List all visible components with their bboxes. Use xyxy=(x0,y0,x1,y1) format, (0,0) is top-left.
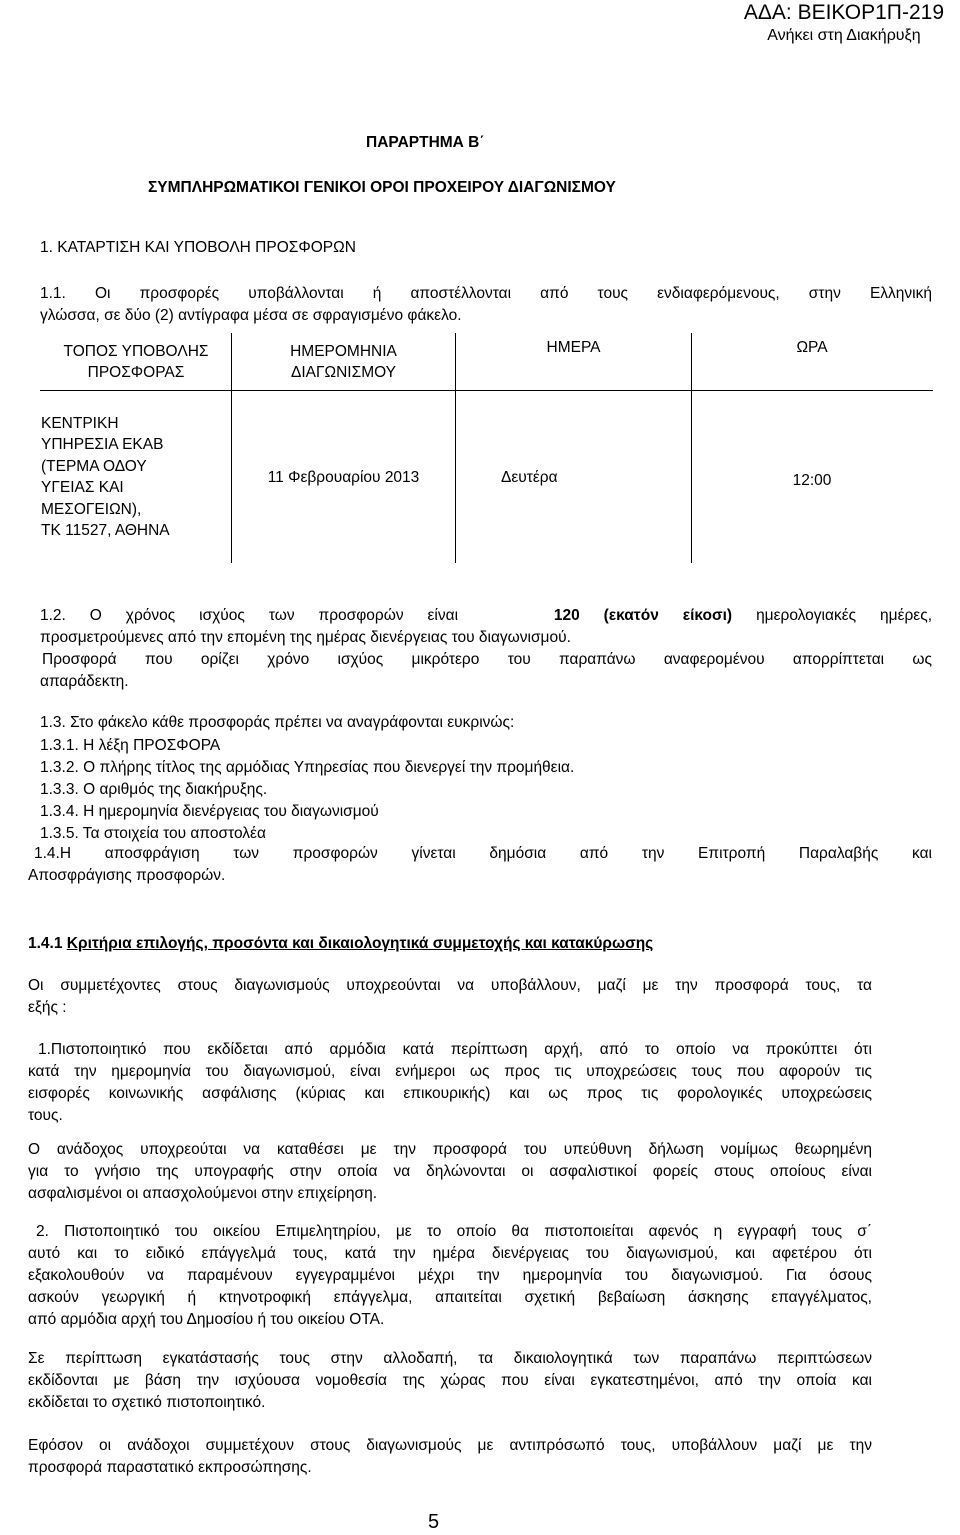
paragraph-contractor: Ο ανάδοχος υποχρεούται να καταθέσει με την προσφορά του υπεύθυνη δήλωση νομίμως θεωρημένη για το γνήσιο της υπογραφής στην οποία να δηλώνονται οι ασφαλιστικοί φορείς στους οποίους είναι ασφαλισμένοι οι απασχολούμενοι στην επιχείρηση. xyxy=(28,1141,872,1202)
list-item: 1.3.5. Τα στοιχεία του αποστολέα xyxy=(40,825,266,842)
list-item: 1.3.3. Ο αριθμός της διακήρυξης. xyxy=(40,781,268,798)
validity-period: 120 (εκατόν είκοσι) xyxy=(553,607,733,624)
section-1-title: 1. ΚΑΤΑΡΤΙΣΗ ΚΑΙ ΥΠΟΒΟΛΗ ΠΡΟΣΦΟΡΩΝ xyxy=(40,239,356,256)
paragraph-1-2: 1.2. Ο χρόνος ισχύος των προσφορών είναι 120 (εκατόν είκοσι) ημερολογιακές ημέρες, προσμετρούμενες από την επομένη της ημέρας διενέργειας του διαγωνισμού. Προσφορά που ορίζει χρόνο ισχύος μικρότερο του παραπάνω αναφερομένου απορρίπτεται ως απαράδεκτη. xyxy=(40,607,932,690)
cell-date: 11 Φεβρουαρίου 2013 xyxy=(232,391,456,564)
cell-place: ΚΕΝΤΡΙΚΗ ΥΠΗΡΕΣΙΑ ΕΚΑΒ (ΤΕΡΜΑ ΟΔΟΥ ΥΓΕΙΑΣ ΚΑΙ ΜΕΣΟΓΕΙΩΝ), ΤΚ 11527, ΑΘΗΝΑ xyxy=(41,391,232,564)
document-header xyxy=(744,0,944,46)
paragraph-1-4: 1.4.Η αποσφράγιση των προσφορών γίνεται δημόσια από την Επιτροπή Παραλαβής και Αποσφράγισης προσφορών. xyxy=(28,845,932,884)
cell-time: 12:00 xyxy=(692,391,933,564)
header-time: ΩΡΑ xyxy=(692,334,933,391)
document-title: ΣΥΜΠΛΗΡΩΜΑΤΙΚΟΙ ΓΕΝΙΚΟΙ ΟΡΟΙ ΠΡΟΧΕΙΡΟΥ ΔΙΑΓΩΝΙΣΜΟΥ xyxy=(148,179,616,196)
list-item: 1.3.2. Ο πλήρης τίτλος της αρμόδιας Υπηρεσίας που διενεργεί την προμήθεια. xyxy=(40,759,575,776)
paragraph-item-2: 2. Πιστοποιητικό του οικείου Επιμελητηρίου, με το οποίο θα πιστοποιείται αφενός η εγγραφή τους σ΄ αυτό και το ειδικό επάγγελμά τους, κατά την ημέρα διενέργειας του διαγωνισμού, και αφετέρου ότι εξακολουθούν να παραμένουν εγγεγραμμένοι μέχρι την ημερομηνία του διαγωνισμού. Για όσους ασκούν γεωργική ή κτηνοτροφική επάγγελμα, απαιτείται σχετική βεβαίωση άσκησης επαγγέλματος, από αρμόδια αρχή του Δημοσίου ή του οικείου ΟΤΑ. xyxy=(28,1223,872,1328)
header-subtitle: Ανήκει στη Διακήρυξη xyxy=(767,27,921,44)
list-item: 1.3.4. Η ημερομηνία διενέργειας του διαγωνισμού xyxy=(40,803,379,820)
header-place: ΤΟΠΟΣ ΥΠΟΒΟΛΗΣ ΠΡΟΣΦΟΡΑΣ xyxy=(41,334,232,391)
paragraph-requirements: Οι συμμετέχοντες στους διαγωνισμούς υποχρεούνται να υποβάλλουν, μαζί με την προσφορά τους, τα εξής : xyxy=(28,977,872,1016)
offer-submission-table xyxy=(40,333,933,564)
paragraph-1-3-intro: 1.3. Στο φάκελο κάθε προσφοράς πρέπει να αναγράφονται ευκρινώς: xyxy=(40,714,515,731)
annex-title: ΠΑΡΑΡΤΗΜΑ Β΄ xyxy=(366,134,485,151)
paragraph-item-1: 1.Πιστοποιητικό που εκδίδεται από αρμόδια κατά περίπτωση αρχή, από το οποίο να προκύπτει ότι κατά την ημερομηνία του διαγωνισμού, είναι ενήμεροι ως προς τις υποχρεώσεις τους που αφορούν τις εισφορές κοινωνικής ασφάλισης (κύριας και επικουρικής) και ως προς τις φορολογικές υποχρεώσεις τους. xyxy=(28,1041,872,1124)
header-date: ΗΜΕΡΟΜΗΝΙΑ ΔΙΑΓΩΝΙΣΜΟΥ xyxy=(232,334,456,391)
list-item: 1.3.1. Η λέξη ΠΡΟΣΦΟΡΑ xyxy=(40,737,221,754)
paragraph-1-1: 1.1. Οι προσφορές υποβάλλονται ή αποστέλλονται από τους ενδιαφερόμενους, στην Ελληνική γλώσσα, σε δύο (2) αντίγραφα μέσα σε σφραγισμένο φάκελο. xyxy=(40,285,932,324)
ada-code: ΑΔΑ: ΒΕΙΚΟΡ1Π-219 xyxy=(743,1,944,24)
page-number: 5 xyxy=(428,1511,440,1533)
cell-day: Δευτέρα xyxy=(456,391,692,564)
paragraph-representative: Εφόσον οι ανάδοχοι συμμετέχουν στους διαγωνισμούς με αντιπρόσωπό τους, υποβάλλουν μαζί με την προσφορά παραστατικό εκπροσώπησης. xyxy=(28,1437,872,1476)
section-1-4-1-heading: 1.4.1 Κριτήρια επιλογής, προσόντα και δικαιολογητικά συμμετοχής και κατακύρωσης xyxy=(28,935,654,952)
header-day: ΗΜΕΡΑ xyxy=(456,334,692,391)
paragraph-foreign: Σε περίπτωση εγκατάστασής τους στην αλλοδαπή, τα δικαιολογητικά των παραπάνω περιπτώσεων εκδίδονται με βάση την ισχύουσα νομοθεσία της χώρας που είναι εγκατεστημένοι, από την οποία και εκδίδεται το σχετικό πιστοποιητικό. xyxy=(28,1350,872,1411)
